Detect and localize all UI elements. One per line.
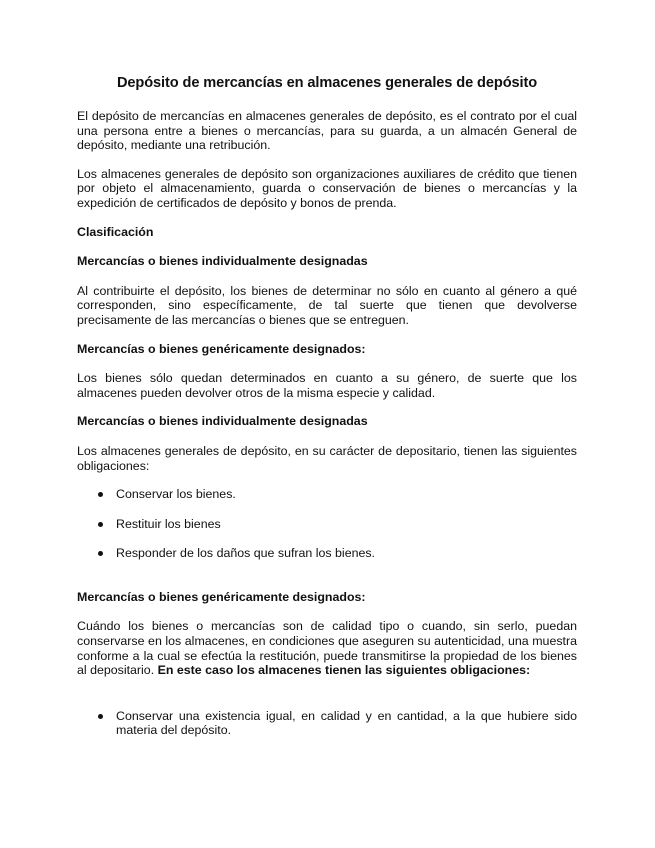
list-item: Restituir los bienes: [77, 517, 577, 532]
classification-heading: Clasificación: [77, 224, 154, 239]
section-4-text: [77, 619, 577, 677]
section-4-heading: Mercancías o bienes genéricamente designados:: [77, 589, 366, 604]
section-3-text: Los almacenes generales de depósito, en su carácter de depositario, tienen las siguientes obligaciones:: [77, 443, 577, 473]
intro-paragraph-1: El depósito de mercancías en almacenes generales de depósito, es el contrato por el cual una persona entre a bienes o mercancías, para su guarda, a un almacén General de depósito, mediante una retribución.: [77, 109, 577, 153]
section-2-text: Los bienes sólo quedan determinados en cuanto a su género, de suerte que los almacenes pueden devolver otros de la misma especie y calidad.: [77, 371, 577, 400]
section-1-heading: Mercancías o bienes individualmente designadas: [77, 254, 368, 269]
section-4-text-bold: En este caso los almacenes tienen las siguientes obligaciones:: [157, 663, 531, 678]
intro-paragraph-2: Los almacenes generales de depósito son organizaciones auxiliares de crédito que tienen por objeto el almacenamiento, guarda o conservación de bienes o mercancías y la expedición de certificados de depósito y bonos de prenda.: [77, 166, 577, 210]
section-3-obligations-list: [77, 487, 577, 561]
document-title: Depósito de mercancías en almacenes generales de depósito: [116, 75, 538, 91]
list-item: Conservar los bienes.: [77, 487, 577, 502]
spacer: [77, 692, 577, 709]
section-1-text: Al contribuirte el depósito, los bienes de determinar no sólo en cuanto al género a qué corresponden, sino específicamente, de tal suerte que tienen que devolverse precisamente de las mercancías o bienes que se entreguen.: [77, 283, 577, 327]
list-item: Responder de los daños que sufran los bienes.: [77, 546, 577, 561]
list-item: Conservar una existencia igual, en calidad y en cantidad, a la que hubiere sido materia del depósito.: [77, 709, 577, 738]
spacer: [77, 576, 577, 590]
document-content: [77, 74, 577, 753]
section-4-obligations-list: [77, 709, 577, 738]
section-3-heading: Mercancías o bienes individualmente designadas: [77, 414, 368, 429]
section-4-text-regular: Cuándo los bienes o mercancías son de calidad tipo o cuando, sin serlo, puedan conservarse en los almacenes, en condiciones que aseguren su autenticidad, una muestra conforme a la cual se efectúa la restitución, puede transmitirse la propiedad de los bienes al depositario.: [77, 619, 577, 678]
section-2-heading: Mercancías o bienes genéricamente designados:: [77, 341, 366, 356]
